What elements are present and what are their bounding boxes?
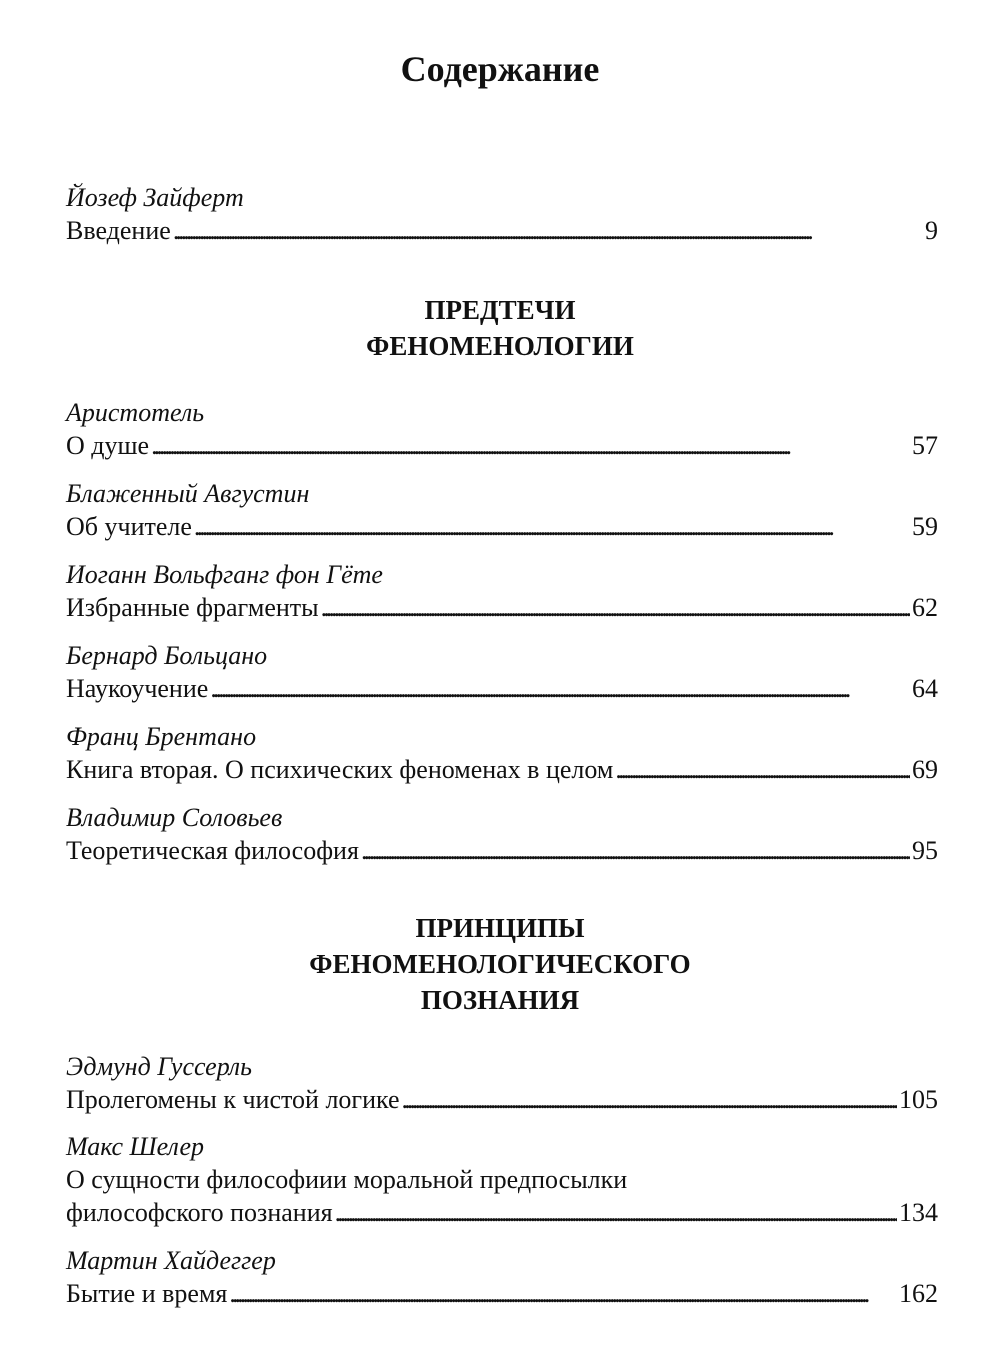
entry-author: Йозеф Зайферт (66, 183, 244, 212)
toc-entry (66, 639, 938, 705)
toc-entry (66, 181, 938, 247)
entry-title: Наукоучение (66, 674, 209, 703)
section-heading-line: ФЕНОМЕНОЛОГИИ (366, 331, 634, 361)
entry-title: Книга вторая. О психических феноменах в целом (66, 755, 614, 784)
entry-author: Блаженный Августин (66, 479, 310, 508)
entry-title: философского познания (66, 1198, 333, 1227)
toc-title: Содержание (400, 49, 600, 89)
entry-page: 105 (899, 1085, 938, 1114)
dot-leader (615, 753, 910, 786)
toc-entry (66, 1130, 938, 1229)
entry-title: Пролегомены к чистой логике (66, 1085, 400, 1114)
entry-author: Аристотель (66, 398, 205, 427)
dot-leader (194, 510, 910, 543)
entry-title: О душе (66, 431, 150, 460)
entry-page: 134 (899, 1198, 938, 1227)
entry-page: 95 (912, 836, 938, 865)
entry-page: 162 (899, 1279, 938, 1308)
entry-page: 9 (925, 216, 938, 245)
dot-leader (210, 672, 910, 705)
dot-leader (151, 429, 910, 462)
dot-leader (402, 1083, 897, 1116)
entry-page: 62 (912, 593, 938, 622)
entry-author: Владимир Соловьев (66, 803, 283, 832)
toc-entry (66, 1244, 938, 1310)
section-heading (0, 292, 1000, 364)
section-heading-line: ПРИНЦИПЫ (415, 913, 585, 943)
entry-page: 57 (912, 431, 938, 460)
section-heading-line: ПРЕДТЕЧИ (424, 295, 576, 325)
entry-title: Бытие и время (66, 1279, 228, 1308)
entry-title-line: О сущности философиии моральной предпосылки (66, 1165, 628, 1194)
dot-leader (335, 1196, 897, 1229)
toc-entry (66, 1050, 938, 1116)
entry-author: Эдмунд Гуссерль (66, 1052, 252, 1081)
toc-entry (66, 396, 938, 462)
dot-leader (173, 214, 923, 247)
entry-title: Об учителе (66, 512, 192, 541)
entry-author: Иоганн Вольфганг фон Гёте (66, 560, 383, 589)
dot-leader (321, 591, 910, 624)
dot-leader (361, 834, 910, 867)
toc-entry (66, 477, 938, 543)
dot-leader (229, 1277, 897, 1310)
toc-entry (66, 801, 938, 867)
entry-title: Теоретическая философия (66, 836, 359, 865)
entry-author: Макс Шелер (66, 1132, 205, 1161)
entry-page: 69 (912, 755, 938, 784)
section-heading-line: ФЕНОМЕНОЛОГИЧЕСКОГО (309, 949, 691, 979)
section-heading (0, 910, 1000, 1018)
entry-author: Бернард Больцано (66, 641, 268, 670)
toc-entry (66, 720, 938, 786)
entry-title: Введение (66, 216, 171, 245)
entry-author: Франц Брентано (66, 722, 257, 751)
entry-author: Мартин Хайдеггер (66, 1246, 276, 1275)
entry-page: 64 (912, 674, 938, 703)
entry-title: Избранные фрагменты (66, 593, 319, 622)
section-heading-line: ПОЗНАНИЯ (420, 985, 580, 1015)
entry-page: 59 (912, 512, 938, 541)
toc-entry (66, 558, 938, 624)
